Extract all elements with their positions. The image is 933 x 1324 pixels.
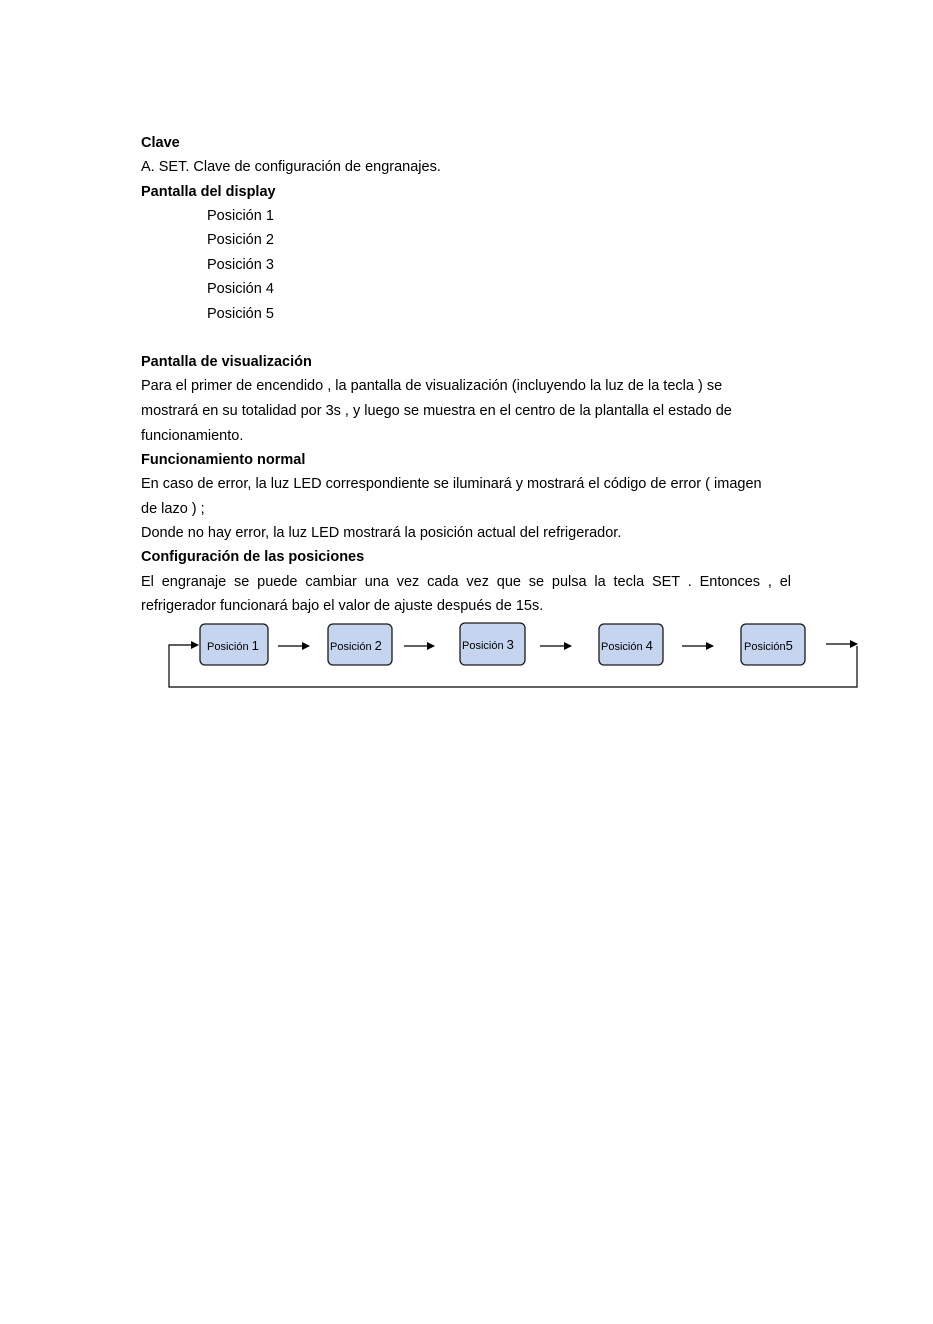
display-position-1: Posición 1 bbox=[207, 208, 274, 224]
position-box-4-label: Posición 4 bbox=[601, 638, 653, 653]
position-box-1 bbox=[200, 624, 268, 665]
config-line-1: El engranaje se puede cambiar una vez cada vez que se pulsa la tecla SET . Entonces , el bbox=[141, 574, 791, 590]
normal-line-2: de lazo ) ; bbox=[141, 501, 205, 517]
display-position-4: Posición 4 bbox=[207, 281, 274, 297]
config-line-2: refrigerador funcionará bajo el valor de ajuste después de 15s. bbox=[141, 598, 544, 614]
position-box-2-label: Posición 2 bbox=[330, 638, 382, 653]
normal-section-title: Funcionamiento normal bbox=[141, 452, 306, 468]
visualization-line-2: mostrará en su totalidad por 3s , y luego se muestra en el centro de la plantalla el estado de bbox=[141, 403, 732, 419]
visualization-section-title: Pantalla de visualización bbox=[141, 354, 312, 370]
position-box-4 bbox=[599, 624, 663, 665]
config-section-title: Configuración de las posiciones bbox=[141, 549, 365, 565]
visualization-line-1: Para el primer de encendido , la pantalla de visualización (incluyendo la luz de la tecla ) se bbox=[141, 378, 723, 394]
display-position-2: Posición 2 bbox=[207, 232, 274, 248]
key-section-line-a: A. SET. Clave de configuración de engranajes. bbox=[141, 159, 441, 175]
key-section-title: Clave bbox=[141, 135, 180, 151]
position-box-3 bbox=[460, 623, 525, 665]
position-box-5 bbox=[741, 624, 805, 665]
display-position-3: Posición 3 bbox=[207, 257, 274, 273]
normal-line-1: En caso de error, la luz LED correspondiente se iluminará y mostrará el código de error ( imagen bbox=[141, 476, 762, 492]
position-box-5-label: Posición5 bbox=[744, 638, 793, 653]
position-box-3-label: Posición 3 bbox=[462, 637, 514, 652]
display-section-title: Pantalla del display bbox=[141, 184, 276, 200]
position-box-2 bbox=[328, 624, 392, 665]
visualization-line-3: funcionamiento. bbox=[141, 428, 244, 444]
position-box-1-label: Posición 1 bbox=[207, 638, 259, 653]
display-position-5: Posición 5 bbox=[207, 306, 274, 322]
normal-line-3: Donde no hay error, la luz LED mostrará la posición actual del refrigerador. bbox=[141, 525, 622, 541]
